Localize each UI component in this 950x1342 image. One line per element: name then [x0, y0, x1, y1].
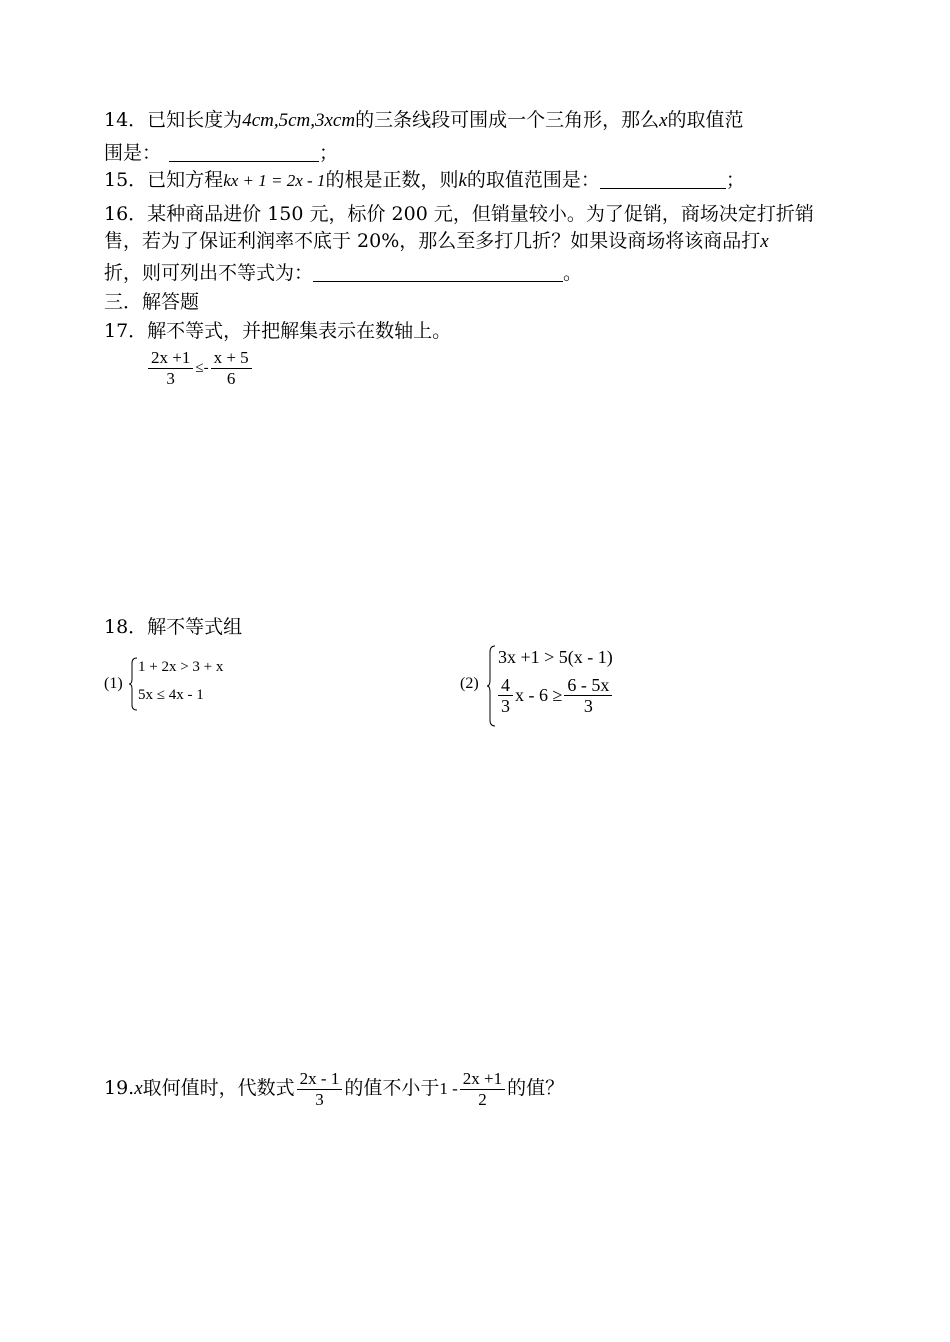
- q18-system-1: [104, 655, 304, 715]
- q19-number: 19.: [104, 1077, 135, 1099]
- q18-title: 18．解不等式组: [104, 616, 243, 638]
- q14-text3: 的取值范: [667, 109, 744, 131]
- q19-f2-numerator: 2x +1: [460, 1069, 505, 1090]
- q17-lhs-denominator: 3: [166, 369, 175, 388]
- q14-variable: x: [659, 110, 668, 131]
- q19-fraction-2: [460, 1069, 505, 1110]
- q17-lhs-numerator: 2x +1: [148, 348, 193, 369]
- q16-variable: x: [760, 231, 769, 252]
- q17-inequality: [146, 348, 254, 389]
- q16-line1: 16．某种商品进价 150 元，标价 200 元，但销量较小。为了促销，商场决定打折销: [104, 203, 814, 225]
- q19-text2: 的值不小于: [344, 1077, 440, 1099]
- q14-text1: 14．已知长度为: [104, 109, 243, 131]
- q18-p2-line2: [496, 675, 614, 716]
- q16-line2: [104, 228, 769, 255]
- q15-equation: kx + 1 = 2x - 1: [223, 171, 326, 190]
- q18-p2-line1: 3x +1 > 5(x - 1): [498, 647, 613, 667]
- q16-line3-text: 折，则可列出不等式为：: [104, 262, 314, 284]
- q15-text1: 15．已知方程: [104, 169, 224, 191]
- q16-line3: [104, 260, 582, 286]
- q18-p2-rhs-num: 6 - 5x: [564, 675, 612, 696]
- q18-p2-coef-num: 4: [498, 675, 513, 696]
- q14-end: ；: [319, 142, 339, 164]
- q19-text3: 的值？: [507, 1077, 565, 1099]
- q14-text4: 围是：: [104, 142, 162, 164]
- q18-p1-brace: [128, 657, 138, 711]
- q15-end: ；: [725, 169, 745, 191]
- q19-text1: 取何值时，代数式: [142, 1077, 295, 1099]
- q19-variable: x: [134, 1078, 143, 1099]
- q18-p2-mid: x - 6 ≥: [515, 685, 563, 705]
- q18-p2-coef-den: 3: [501, 696, 510, 716]
- q16-line2-text: 售，若为了保证利润率不底于 20%，那么至多打几折？如果设商场将该商品打: [104, 230, 761, 252]
- q15-answer-blank[interactable]: [600, 168, 726, 189]
- q18-p1-line2: 5x ≤ 4x - 1: [138, 687, 204, 703]
- q17-lhs-fraction: [148, 348, 193, 389]
- q18-p2-rhs-fraction: [564, 675, 612, 716]
- q18-p2-brace: [486, 645, 496, 727]
- q14-answer-blank[interactable]: [169, 141, 319, 162]
- q18-p1-label: (1): [104, 675, 123, 692]
- q18-p1-line1: 1 + 2x > 3 + x: [138, 659, 224, 675]
- q19-line: [104, 1062, 564, 1115]
- q17-operator: ≤-: [195, 360, 209, 376]
- q16-end: 。: [563, 262, 583, 284]
- q17-title: 17．解不等式，并把解集表示在数轴上。: [104, 320, 452, 342]
- q19-f2-denominator: 2: [478, 1089, 487, 1109]
- q19-f1-numerator: 2x - 1: [297, 1069, 343, 1090]
- q15-text3: 的取值范围是：: [466, 169, 600, 191]
- q19-one-minus: 1 -: [439, 1079, 458, 1098]
- q14-line1: [104, 107, 744, 134]
- q15-variable: k: [458, 170, 467, 191]
- q19-f1-denominator: 3: [315, 1089, 324, 1109]
- q17-rhs-fraction: [211, 348, 252, 389]
- q15-text2: 的根是正数，则: [325, 169, 459, 191]
- q19-fraction-1: [297, 1069, 343, 1110]
- q18-p2-label: (2): [460, 675, 479, 692]
- q16-answer-blank[interactable]: [313, 261, 563, 282]
- q18-system-2: [460, 643, 680, 731]
- section-heading: 三．解答题: [104, 291, 200, 313]
- q17-rhs-denominator: 6: [226, 369, 236, 388]
- q17-rhs-numerator: x + 5: [211, 348, 252, 369]
- q14-lengths-math: 4cm,5cm,3xcm: [242, 110, 356, 131]
- q18-p2-coef-fraction: [498, 675, 513, 716]
- q15-line: [104, 167, 745, 194]
- q14-line2: [104, 140, 338, 166]
- q18-p2-rhs-den: 3: [583, 696, 593, 716]
- q14-text2: 的三条线段可围成一个三角形，那么: [355, 109, 660, 131]
